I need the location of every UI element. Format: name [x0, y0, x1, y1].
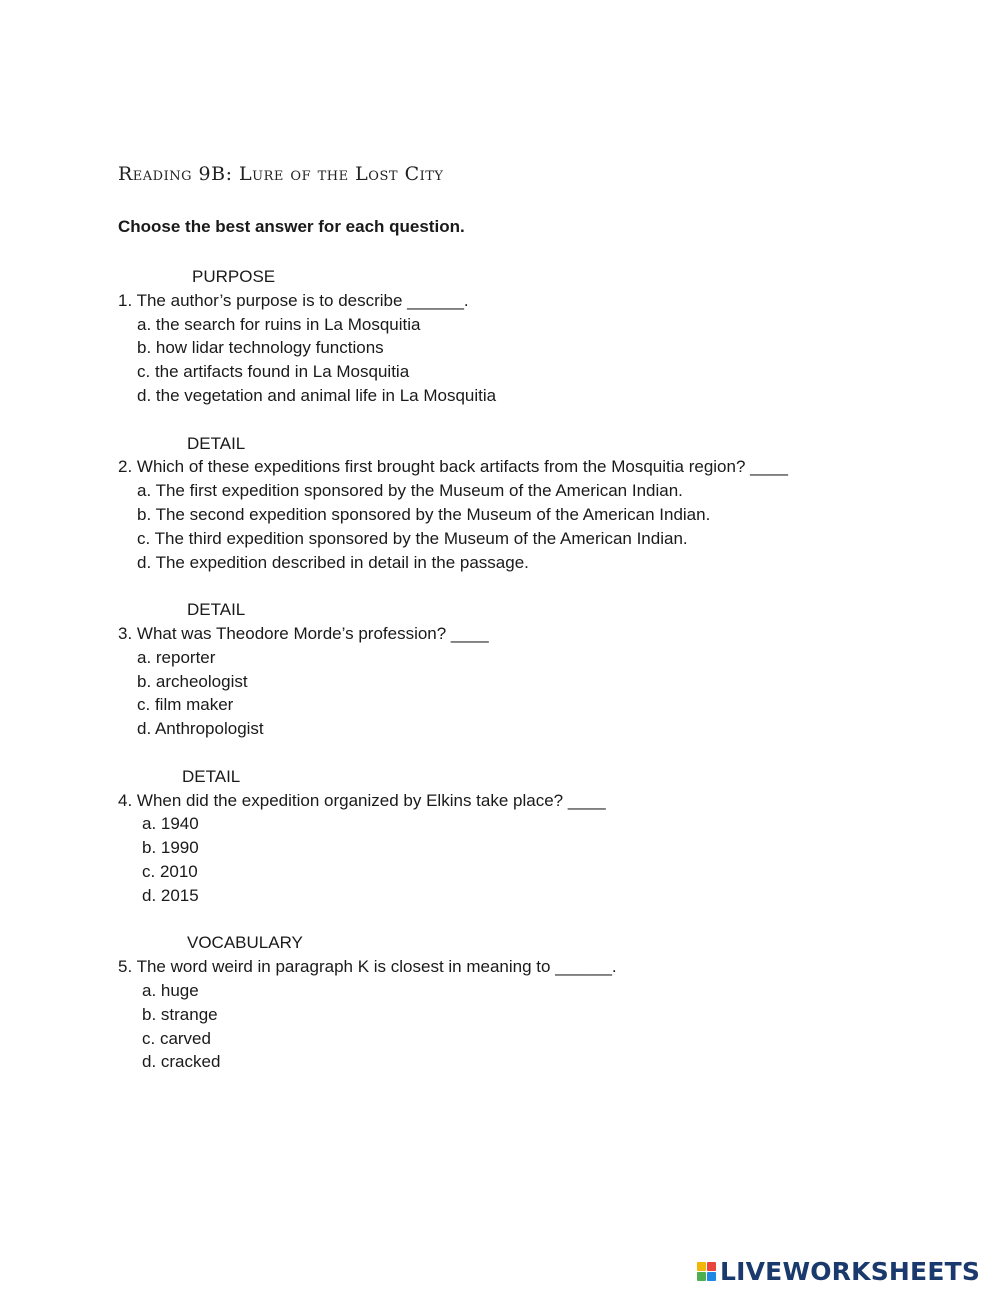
question-category: VOCABULARY	[187, 933, 303, 953]
question-1	[118, 265, 878, 408]
logo-wordmark: LIVEWORKSHEETS	[720, 1256, 981, 1286]
answer-option[interactable]: b. archeologist	[137, 671, 248, 691]
question-4	[118, 765, 878, 908]
instructions: Choose the best answer for each question.	[118, 217, 465, 236]
logo-block	[707, 1262, 716, 1271]
logo-block	[707, 1272, 716, 1281]
answer-option[interactable]: d. the vegetation and animal life in La Mosquitia	[137, 385, 497, 405]
question-category: PURPOSE	[192, 267, 276, 286]
question-stem: 2. Which of these expeditions first brought back artifacts from the Mosquitia region? ____	[118, 457, 788, 477]
answer-option[interactable]: b. 1990	[142, 838, 199, 858]
answer-option[interactable]: d. Anthropologist	[137, 719, 264, 739]
answer-option[interactable]: a. reporter	[137, 647, 216, 667]
question-stem: 5. The word weird in paragraph K is closest in meaning to ______.	[118, 957, 617, 977]
question-category: DETAIL	[187, 433, 246, 453]
question-stem: 4. When did the expedition organized by Elkins take place? ____	[118, 790, 606, 810]
logo-block	[697, 1262, 706, 1271]
question-category: DETAIL	[182, 766, 241, 786]
answer-option[interactable]: c. 2010	[142, 861, 198, 881]
question-category: DETAIL	[187, 600, 246, 620]
question-5	[118, 931, 878, 1074]
logo-block	[697, 1272, 706, 1281]
question-2	[118, 432, 878, 575]
liveworksheets-logo	[697, 1256, 980, 1286]
answer-option[interactable]: d. The expedition described in detail in the passage.	[137, 552, 529, 572]
question-stem: 3. What was Theodore Morde’s profession? ____	[118, 623, 489, 643]
option-list	[118, 479, 878, 574]
answer-option[interactable]: a. huge	[142, 980, 199, 1000]
answer-option[interactable]: b. The second expedition sponsored by the Museum of the American Indian.	[137, 504, 711, 524]
answer-option[interactable]: c. film maker	[137, 695, 234, 715]
answer-option[interactable]: c. the artifacts found in La Mosquitia	[137, 362, 410, 382]
answer-option[interactable]: a. The first expedition sponsored by the Museum of the American Indian.	[137, 481, 683, 501]
answer-option[interactable]: c. carved	[142, 1028, 211, 1048]
option-list	[118, 812, 878, 907]
question-3	[118, 598, 878, 741]
worksheet-title: Reading 9B: Lure of the Lost City	[118, 163, 444, 185]
answer-option[interactable]: b. strange	[142, 1004, 218, 1024]
question-list	[118, 265, 878, 1098]
question-stem: 1. The author’s purpose is to describe ______.	[118, 290, 469, 310]
logo-blocks-icon	[697, 1262, 716, 1281]
answer-option[interactable]: a. the search for ruins in La Mosquitia	[137, 314, 421, 334]
answer-option[interactable]: b. how lidar technology functions	[137, 338, 384, 358]
answer-option[interactable]: a. 1940	[142, 814, 199, 834]
answer-option[interactable]: d. cracked	[142, 1052, 221, 1072]
option-list	[118, 979, 878, 1074]
option-list	[118, 313, 878, 408]
answer-option[interactable]: d. 2015	[142, 885, 199, 905]
option-list	[118, 646, 878, 741]
answer-option[interactable]: c. The third expedition sponsored by the Museum of the American Indian.	[137, 528, 688, 548]
